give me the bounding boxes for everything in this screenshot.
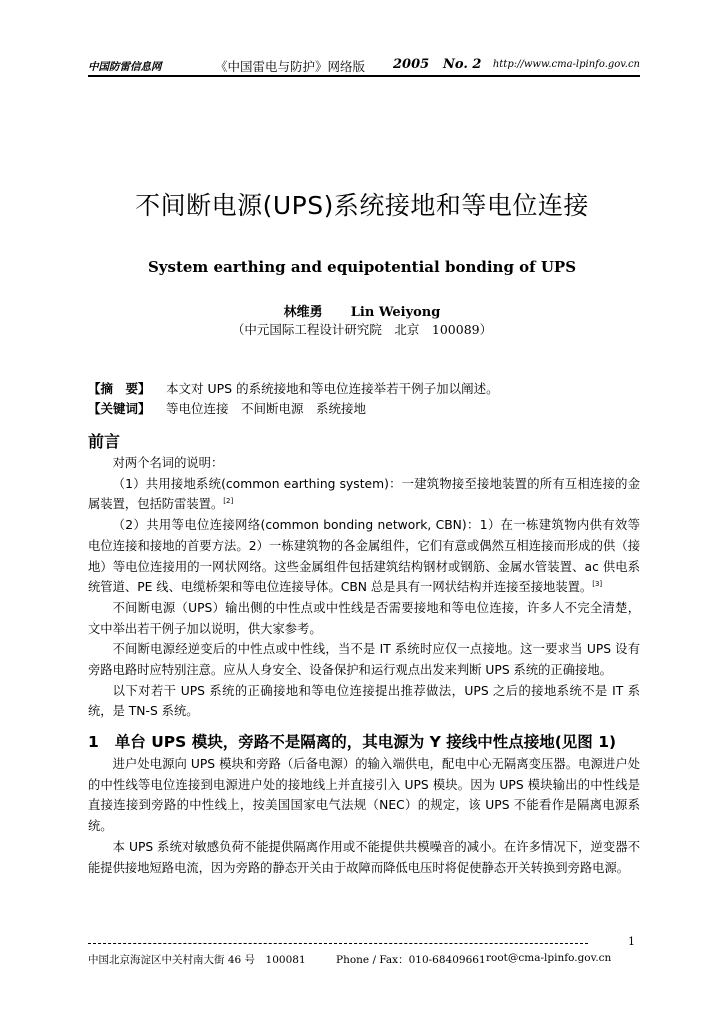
keywords bbox=[88, 399, 366, 417]
keywords-text: 等电位连接 不间断电源 系统接地 bbox=[166, 401, 367, 416]
section-title: 单台 UPS 模块，旁路不是隔离的，其电源为 Y 接线中性点接地(见图 1) bbox=[114, 733, 617, 751]
abstract bbox=[88, 379, 499, 397]
header-divider bbox=[88, 75, 640, 77]
preface-body bbox=[88, 453, 640, 722]
abstract-text: 本文对 UPS 的系统接地和等电位连接举若干例子加以阐述。 bbox=[166, 381, 499, 396]
page-number: 1 bbox=[628, 935, 635, 948]
section-heading-1 bbox=[88, 730, 616, 752]
paragraph: 以下对若干 UPS 系统的正确接地和等电位连接提出推荐做法，UPS 之后的接地系统不是 IT 系统，是 TN-S 系统。 bbox=[88, 683, 640, 719]
header-journal: 《中国雷电与防护》网络版 bbox=[215, 59, 366, 74]
footer-divider bbox=[88, 943, 588, 944]
keywords-label: 【关键词】 bbox=[88, 401, 151, 416]
header-year: 2005 bbox=[393, 57, 430, 72]
paragraph: 对两个名词的说明： bbox=[112, 456, 224, 470]
page-header bbox=[88, 57, 640, 75]
header-url[interactable]: http://www.cma-lpinfo.gov.cn bbox=[492, 59, 640, 70]
section-number: 1 bbox=[88, 733, 99, 751]
citation[interactable]: [3] bbox=[592, 580, 603, 589]
footer-address: 中国北京海淀区中关村南大街 46 号 100081 bbox=[88, 954, 306, 966]
paragraph: 本 UPS 系统对敏感负荷不能提供隔离作用或不能提供共模噪音的减小。在许多情况下，逆变器不能提供接地短路电流，因为旁路的静态开关由于故障而降低电压时将促使静态开关转换到旁路电源。 bbox=[88, 839, 640, 875]
paragraph: 不间断电源经逆变后的中性点或中性线，当不是 IT 系统时应仅一点接地。这一要求当 UPS 设有旁路电路时应特别注意。应从人身安全、设备保护和运行观点出发来判断 UPS 系统的正确接地。 bbox=[88, 642, 640, 678]
author-en: Lin Weiyong bbox=[350, 305, 441, 320]
affiliation: （中元国际工程设计研究院 北京 100089） bbox=[231, 322, 493, 337]
header-issue: No. 2 bbox=[443, 57, 482, 72]
paragraph: 不间断电源（UPS）输出侧的中性点或中性线是否需要接地和等电位连接，许多人不完全清楚，文中举出若干例子加以说明，供大家参考。 bbox=[88, 600, 640, 636]
header-site-name: 中国防雷信息网 bbox=[88, 61, 162, 73]
citation[interactable]: [2] bbox=[223, 497, 234, 506]
paragraph: 进户处电源向 UPS 模块和旁路（后备电源）的输入端供电，配电中心无隔离变压器。电源进户处的中性线等电位连接到电源进户处的接地线上并直接引入 UPS 模块。因为 UPS 模块输出的中性线是直接连接到旁路的中性线上，按美国国家电气法规（NEC）的规定，该 UPS 不能看作是隔离电源系统。 bbox=[88, 757, 640, 834]
section1-body bbox=[88, 754, 640, 878]
paper-title: 不间断电源(UPS)系统接地和等电位连接 bbox=[135, 191, 589, 220]
author-cn: 林维勇 bbox=[283, 305, 323, 320]
english-title: System earthing and equipotential bonding of UPS bbox=[147, 258, 577, 276]
abstract-label: 【摘 要】 bbox=[88, 381, 151, 396]
footer-email[interactable]: root@cma-lpinfo.gov.cn bbox=[486, 952, 612, 964]
author-line bbox=[0, 301, 724, 320]
footer-phone: Phone / Fax：010-68409661 bbox=[336, 954, 486, 966]
paragraph: （1）共用接地系统(common earthing system)：一建筑物接至接地装置的所有互相连接的金属装置，包括防雷装置。[2] bbox=[88, 476, 640, 512]
section-heading-preface: 前言 bbox=[88, 432, 121, 451]
paragraph: （2）共用等电位连接网络(common bonding network, CBN)：1）在一栋建筑物内供有效等电位连接和接地的首要方法。2）一栋建筑物的各金属组件，它们有意或偶然互相连接而形成的供（接地）等电位连接用的一网状网络。这些金属组件包括建筑结构钢材或钢筋、金属水管装置、ac 供电系统管道、PE 线、电缆桥架和等电位连接导体。CBN 总是具有一网状结构并连接至接地装置。[3] bbox=[88, 518, 640, 595]
